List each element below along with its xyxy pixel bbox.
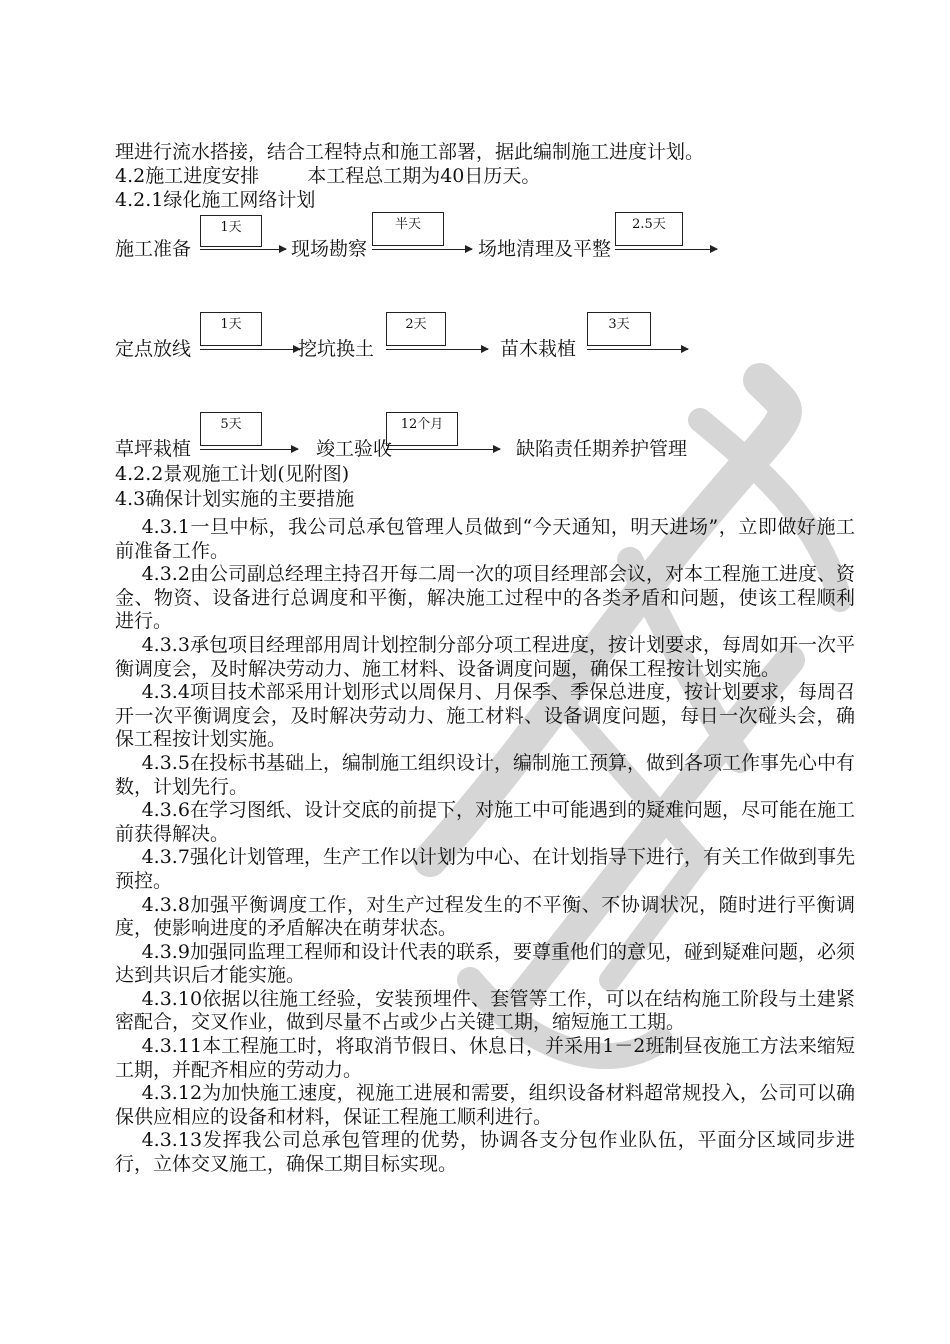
section-4-2-line xyxy=(115,164,540,188)
measure-paragraph: 4.3.11本工程施工时，将取消节假日、休息日，并采用1－2班制昼夜施工方法来缩短工期，并配齐相应的劳动力。 xyxy=(115,1035,855,1081)
measure-paragraph: 4.3.7强化计划管理，生产工作以计划为中心、在计划指导下进行，有关工作做到事先预控。 xyxy=(115,846,855,892)
duration-box: 2天 xyxy=(386,312,446,346)
network-node: 苗木栽植 xyxy=(500,338,577,360)
measure-paragraph: 4.3.13发挥我公司总承包管理的优势，协调各支分包作业队伍，平面分区域同步进行，立体交叉施工，确保工期目标实现。 xyxy=(115,1129,855,1176)
duration-box: 3天 xyxy=(587,312,651,346)
network-arrow xyxy=(386,449,500,450)
network-arrow xyxy=(200,349,300,350)
duration-box: 半天 xyxy=(372,212,444,246)
network-arrow xyxy=(587,349,688,350)
measure-paragraph: 4.3.3承包项目经理部用周计划控制分部分项工程进度，按计划要求，每周如开一次平衡调度会，及时解决劳动力、施工材料、设备调度问题，确保工程按计划实施。 xyxy=(115,633,855,680)
duration-box: 1天 xyxy=(200,312,262,346)
measure-paragraph: 4.3.10依据以往施工经验，安装预埋件、套管等工作，可以在结构施工阶段与土建紧密配合，交叉作业，做到尽量不占或少占关键工期，缩短施工工期。 xyxy=(115,987,855,1034)
intro-line: 理进行流水搭接，结合工程特点和施工部署，据此编制施工进度计划。 xyxy=(115,141,705,163)
section-4-3-heading: 4.3确保计划实施的主要措施 xyxy=(115,488,355,510)
network-node: 草坪栽植 xyxy=(115,438,192,460)
network-arrow xyxy=(200,249,286,250)
measure-paragraph: 4.3.8加强平衡调度工作，对生产过程发生的不平衡、不协调状况，随时进行平衡调度，使影响进度的矛盾解决在萌芽状态。 xyxy=(115,893,855,940)
duration-box: 2.5天 xyxy=(615,212,683,246)
measure-paragraph: 4.3.4项目技术部采用计划形式以周保月、月保季、季保总进度，按计划要求，每周召开一次平衡调度会，及时解决劳动力、施工材料、设备调度问题，每日一次碰头会，确保工程按计划实施。 xyxy=(115,681,855,751)
total-duration-note: 本工程总工期为40日历天。 xyxy=(307,165,541,187)
section-4-2-2-heading: 4.2.2景观施工计划(见附图) xyxy=(115,463,350,485)
measure-paragraph: 4.3.12为加快施工速度，视施工进展和需要，组织设备材料超常规投入，公司可以确保供应相应的设备和材料，保证工程施工顺利进行。 xyxy=(115,1082,855,1128)
duration-box: 1天 xyxy=(200,215,262,247)
section-4-2-heading: 4.2施工进度安排 xyxy=(115,165,260,187)
measure-paragraph: 4.3.1一旦中标，我公司总承包管理人员做到“今天通知，明天进场”，立即做好施工前准备工作。 xyxy=(115,516,855,562)
duration-box: 12个月 xyxy=(386,412,458,446)
measure-paragraph: 4.3.9加强同监理工程师和设计代表的联系，要尊重他们的意见，碰到疑难问题，必须达到共识后才能实施。 xyxy=(115,940,855,987)
measure-paragraph: 4.3.2由公司副总经理主持召开每二周一次的项目经理部会议，对本工程施工进度、资金、物资、设备进行总调度和平衡，解决施工过程中的各类矛盾和问题，使该工程顺利进行。 xyxy=(115,563,855,633)
network-node: 竣工验收 xyxy=(316,438,393,460)
network-node: 挖坑换土 xyxy=(298,338,375,360)
network-arrow xyxy=(615,249,717,250)
measure-paragraph: 4.3.6在学习图纸、设计交底的前提下，对施工中可能遇到的疑难问题，尽可能在施工前获得解决。 xyxy=(115,799,855,845)
measure-paragraph: 4.3.5在投标书基础上，编制施工组织设计，编制施工预算，做到各项工作事先心中有数，计划先行。 xyxy=(115,751,855,798)
network-node: 施工准备 xyxy=(115,238,192,260)
section-4-2-1-heading: 4.2.1绿化施工网络计划 xyxy=(115,189,316,211)
duration-box: 5天 xyxy=(200,412,262,446)
network-node: 定点放线 xyxy=(115,338,192,360)
network-arrow xyxy=(386,349,488,350)
network-node: 缺陷责任期养护管理 xyxy=(516,438,688,460)
network-arrow xyxy=(372,249,472,250)
measures-list xyxy=(115,516,855,1177)
network-node: 现场勘察 xyxy=(291,238,368,260)
network-node: 场地清理及平整 xyxy=(478,238,612,260)
network-arrow xyxy=(200,449,298,450)
